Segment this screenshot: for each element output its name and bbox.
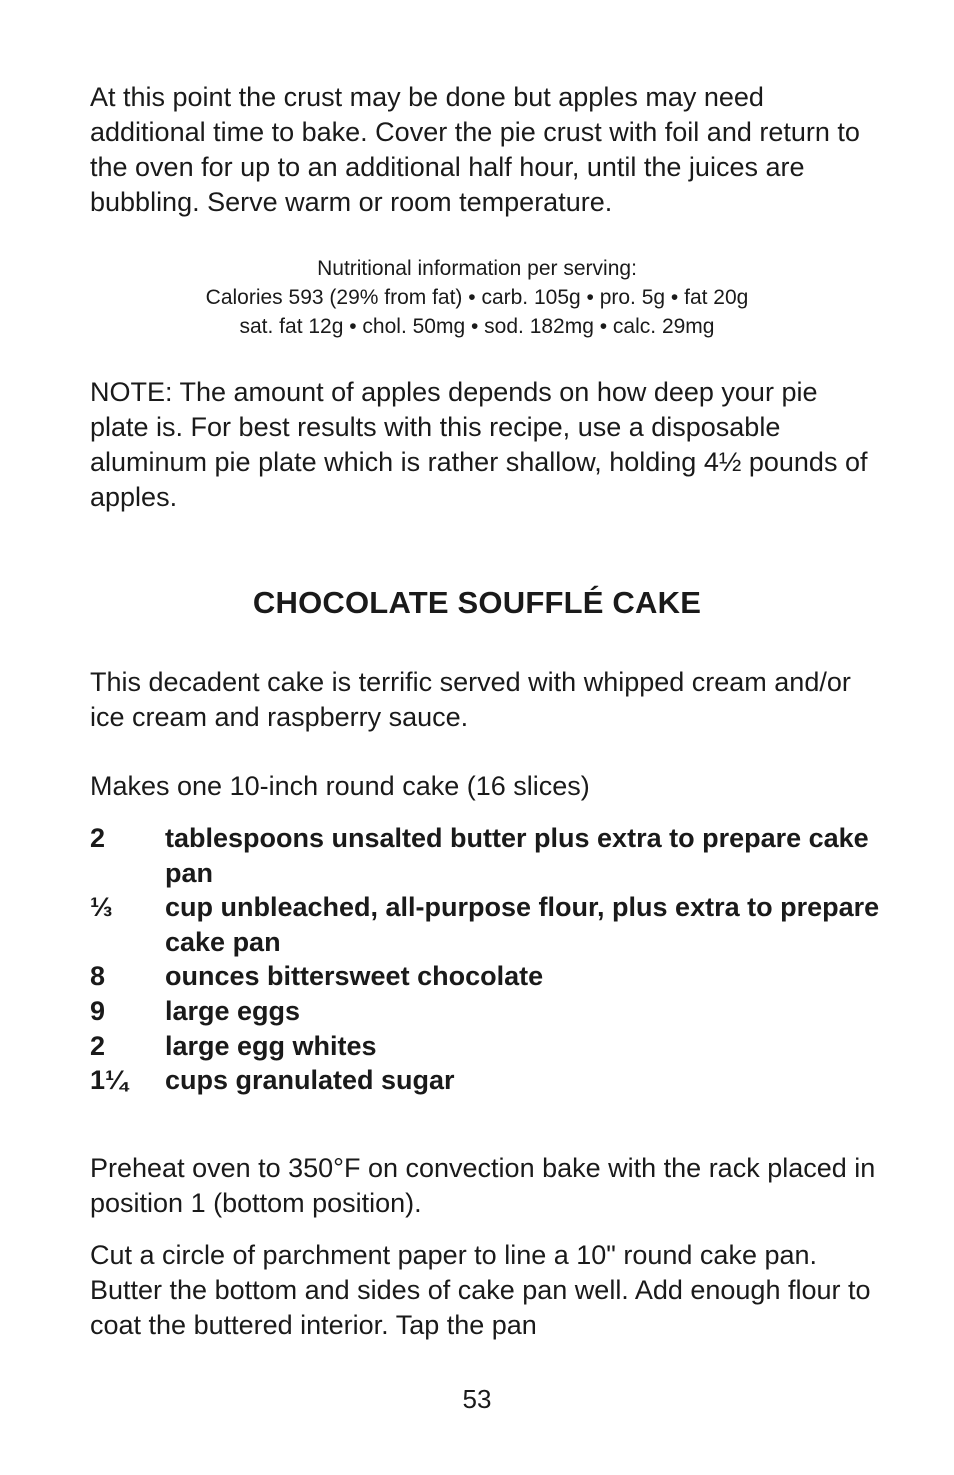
ingredient-row: [90, 994, 880, 1029]
nutrition-line-1: Calories 593 (29% from fat) • carb. 105g • pro. 5g • fat 20g: [205, 286, 749, 309]
nutrition-heading: Nutritional information per serving:: [317, 257, 637, 280]
page-number: 53: [462, 1384, 492, 1414]
ingredient-item: cup unbleached, all-purpose flour, plus extra to prepare cake pan: [165, 892, 880, 957]
ingredient-qty: 2: [90, 1030, 106, 1061]
ingredient-item: tablespoons unsalted butter plus extra to prepare cake pan: [165, 823, 869, 888]
recipe-title: CHOCOLATE SOUFFLÉ CAKE: [252, 585, 702, 620]
ingredient-row: [90, 1063, 880, 1098]
nutrition-line-2: sat. fat 12g • chol. 50mg • sod. 182mg • calc. 29mg: [239, 315, 715, 338]
ingredient-item: large eggs: [165, 995, 301, 1026]
ingredient-qty: ⅓: [90, 892, 113, 923]
recipe-yield: Makes one 10-inch round cake (16 slices): [90, 771, 590, 801]
top-paragraph: At this point the crust may be done but apples may need additional time to bake. Cover the pie crust with foil and return to the oven for up to an additional half hour, until the juices are bubbling. Serve warm or room temperature.: [90, 82, 860, 217]
ingredient-item: large egg whites: [165, 1030, 377, 1061]
ingredient-qty: 1¼: [90, 1065, 128, 1096]
ingredient-row: [90, 890, 880, 959]
ingredient-item: cups granulated sugar: [165, 1065, 455, 1096]
ingredient-row: [90, 1029, 880, 1064]
ingredient-row: [90, 959, 880, 994]
ingredient-qty: 8: [90, 961, 106, 992]
ingredient-item: ounces bittersweet chocolate: [165, 961, 544, 992]
ingredient-qty: 2: [90, 823, 106, 853]
recipe-intro: This decadent cake is terrific served with whipped cream and/or ice cream and raspberry sauce.: [90, 667, 851, 732]
ingredient-row: [90, 821, 880, 890]
ingredient-qty: 9: [90, 995, 106, 1026]
step-preheat: Preheat oven to 350°F on convection bake with the rack placed in position 1 (bottom position).: [90, 1153, 876, 1218]
nutrition-info: [80, 254, 874, 341]
step-prepare-pan: Cut a circle of parchment paper to line a 10" round cake pan. Butter the bottom and sides of cake pan well. Add enough flour to coat the buttered interior. Tap the pan: [90, 1240, 871, 1340]
note-paragraph: NOTE: The amount of apples depends on how deep your pie plate is. For best results with this recipe, use a disposable aluminum pie plate which is rather shallow, holding 4½ pounds of apples.: [90, 377, 868, 512]
ingredient-list: [90, 821, 880, 1098]
